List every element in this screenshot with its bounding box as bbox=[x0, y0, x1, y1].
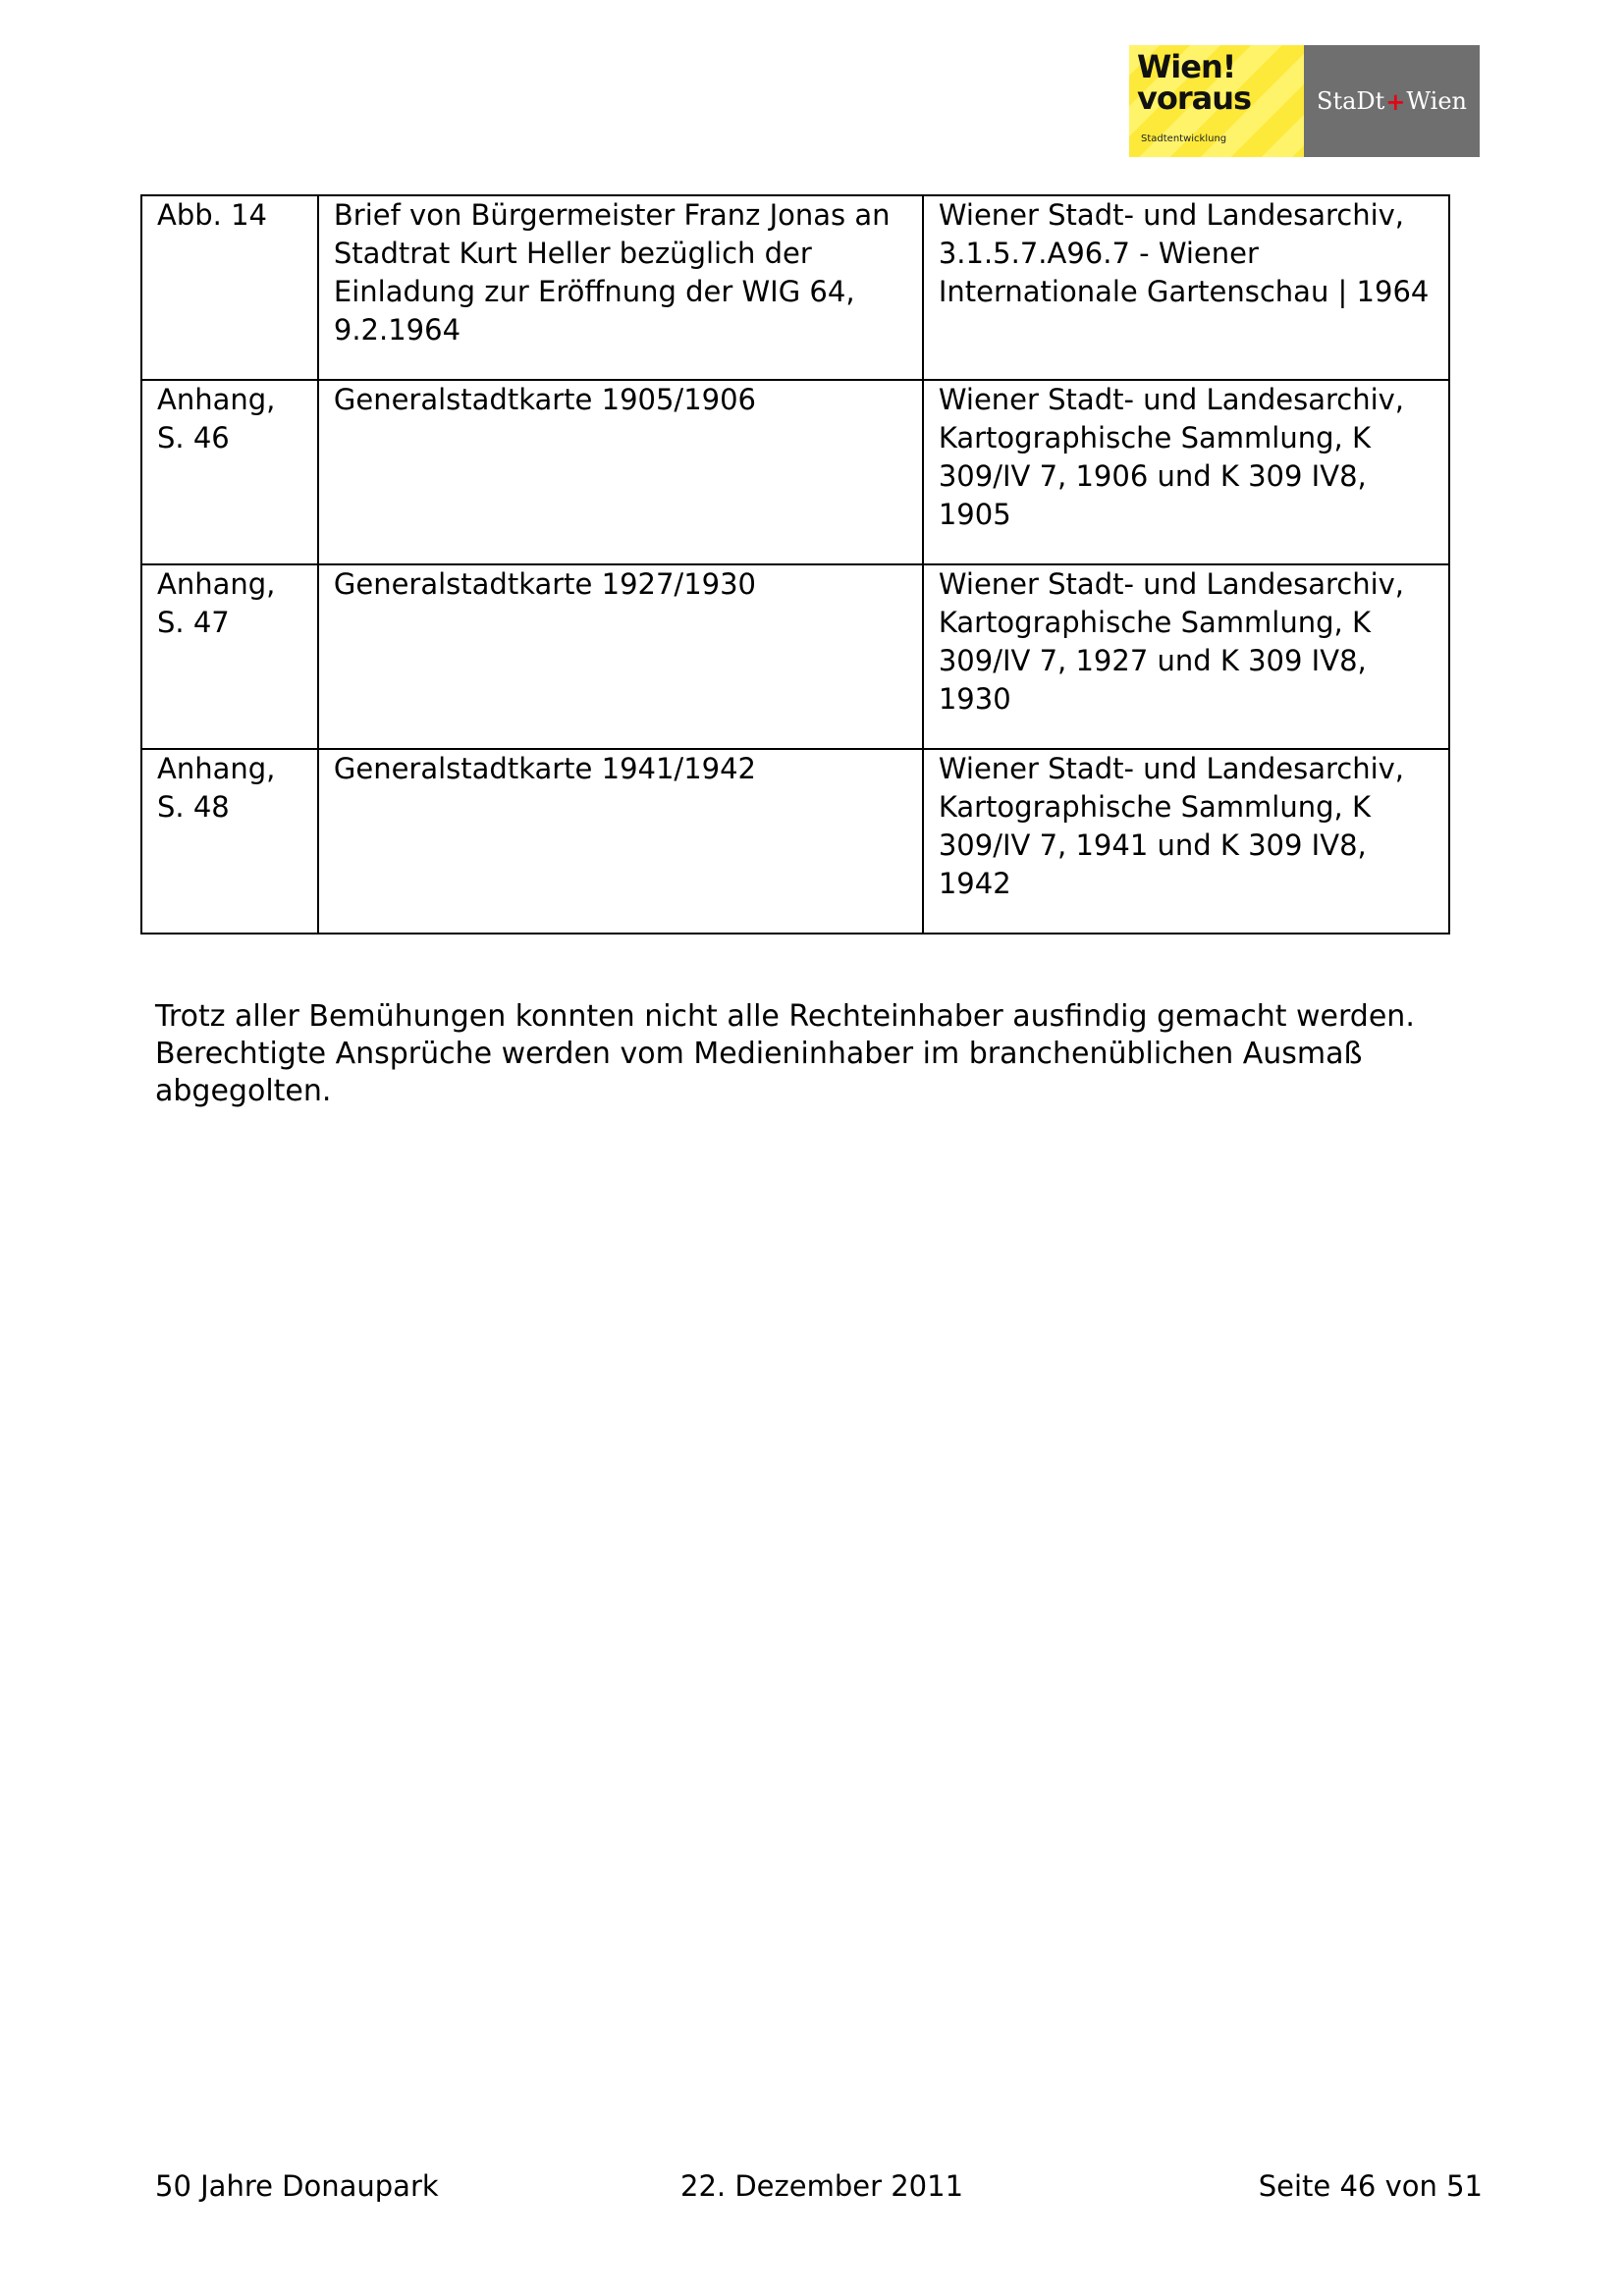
cross-icon: + bbox=[1385, 86, 1406, 116]
header-logos bbox=[1129, 45, 1480, 157]
cell-description: Brief von Bürgermeister Franz Jonas an Stadtrat Kurt Heller bezüglich der Einladung zur Eröffnung der WIG 64, 9.2.1964 bbox=[318, 195, 923, 380]
logo-wien-sub: Stadtentwicklung bbox=[1141, 133, 1227, 144]
cell-description: Generalstadtkarte 1927/1930 bbox=[318, 564, 923, 749]
cell-ref: Anhang, S. 48 bbox=[141, 749, 318, 934]
cell-description: Generalstadtkarte 1941/1942 bbox=[318, 749, 923, 934]
cell-description: Generalstadtkarte 1905/1906 bbox=[318, 380, 923, 564]
table-row bbox=[141, 749, 1449, 934]
cell-ref: Abb. 14 bbox=[141, 195, 318, 380]
cell-ref: Anhang, S. 47 bbox=[141, 564, 318, 749]
stadt-wien-logo bbox=[1304, 45, 1480, 157]
table-row bbox=[141, 195, 1449, 380]
wien-voraus-logo bbox=[1129, 45, 1304, 157]
table-row bbox=[141, 380, 1449, 564]
table-row bbox=[141, 564, 1449, 749]
footer-page-number: Seite 46 von 51 bbox=[1258, 2169, 1483, 2203]
rights-notice: Trotz aller Bemühungen konnten nicht alle Rechteinhaber ausfindig gemacht werden. Berechtigte Ansprüche werden vom Medieninhaber im branchenüblichen Ausmaß abgegolten. bbox=[155, 999, 1415, 1108]
cell-source: Wiener Stadt- und Landesarchiv, Kartographische Sammlung, K 309/IV 7, 1941 und K 309 IV8, 1942 bbox=[923, 749, 1449, 934]
logo-wien-line2: voraus bbox=[1137, 80, 1252, 117]
logo-stadt-part2: Wien bbox=[1406, 87, 1467, 115]
logo-stadt-part1: StaDt bbox=[1317, 87, 1385, 115]
footer-date: 22. Dezember 2011 bbox=[680, 2169, 964, 2203]
footer-title: 50 Jahre Donaupark bbox=[155, 2169, 439, 2203]
cell-ref: Anhang, S. 46 bbox=[141, 380, 318, 564]
cell-source: Wiener Stadt- und Landesarchiv, 3.1.5.7.A96.7 - Wiener Internationale Gartenschau | 1964 bbox=[923, 195, 1449, 380]
cell-source: Wiener Stadt- und Landesarchiv, Kartographische Sammlung, K 309/IV 7, 1927 und K 309 IV8, 1930 bbox=[923, 564, 1449, 749]
cell-source: Wiener Stadt- und Landesarchiv, Kartographische Sammlung, K 309/IV 7, 1906 und K 309 IV8, 1905 bbox=[923, 380, 1449, 564]
logo-wien-line1: Wien! bbox=[1137, 48, 1236, 85]
image-credits-table bbox=[140, 194, 1450, 934]
